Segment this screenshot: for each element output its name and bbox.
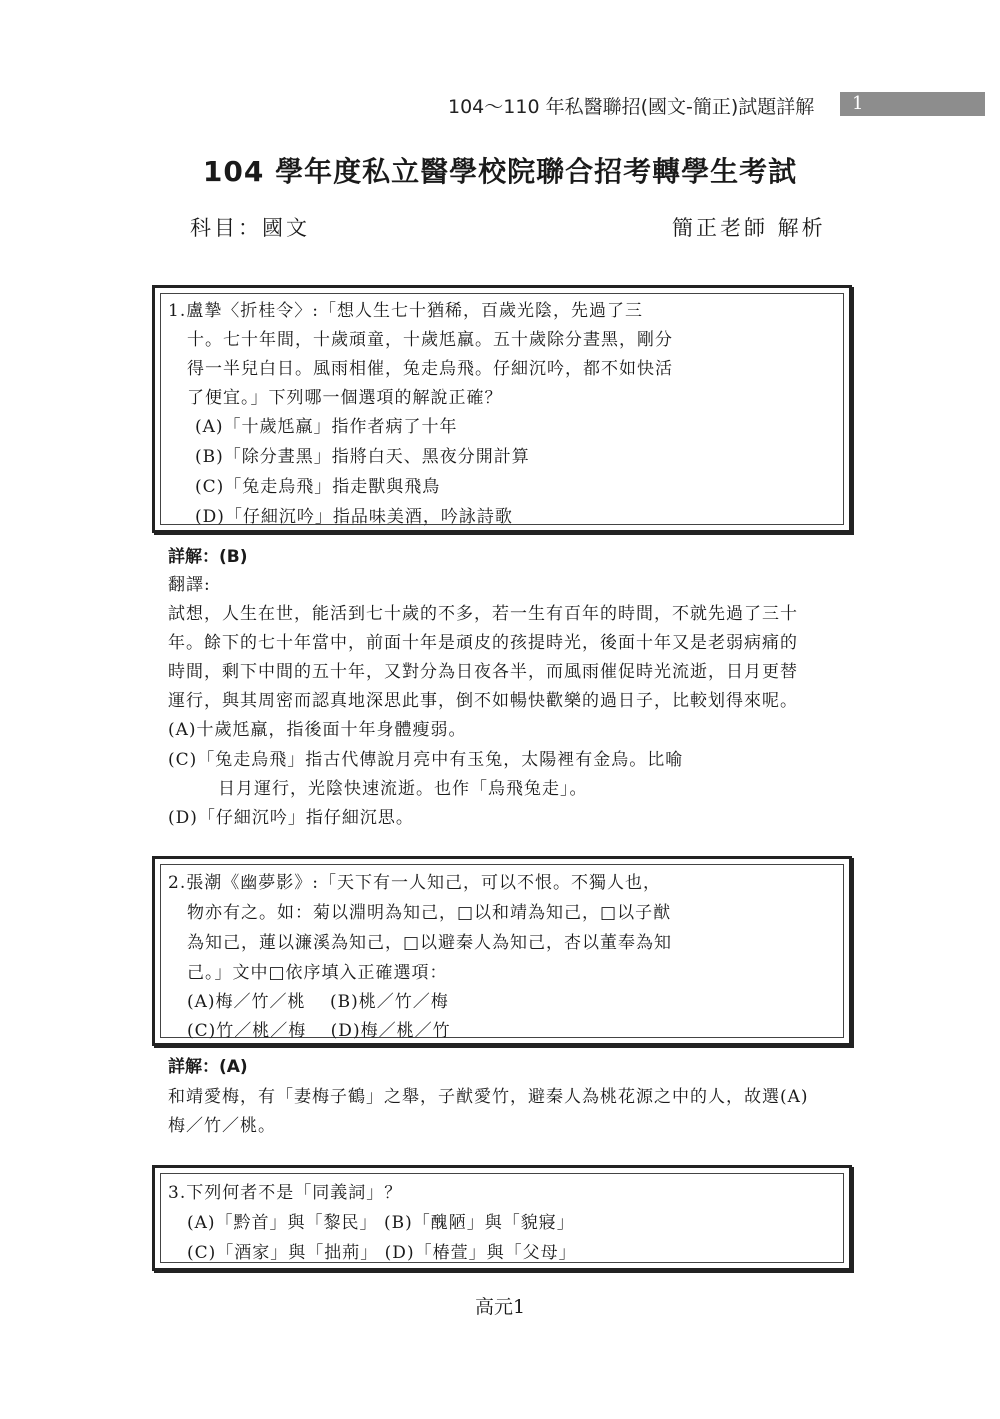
teacher-label: 簡正老師 解析 <box>672 216 826 240</box>
answer-1-line: 運行，與其周密而認真地深思此事，倒不如暢快歡樂的過日子，比較划得來呢。 <box>168 691 798 711</box>
answer-1-line: 日月運行，光陰快速流逝。也作「烏飛兔走」。 <box>218 779 588 799</box>
running-header: 104～110 年私醫聯招(國文-簡正)試題詳解 <box>448 96 815 118</box>
question-1-line: 得一半兒白日。風雨相催，兔走烏飛。仔細沉吟，都不如快活 <box>187 359 673 379</box>
answer-2-line: 和靖愛梅，有「妻梅子鶴」之舉，子猷愛竹，避秦人為桃花源之中的人，故選(A) <box>168 1087 809 1107</box>
question-1-option-c: (C)「兔走烏飛」指走獸與飛鳥 <box>195 477 441 497</box>
question-2-line: 為知己，蓮以濂溪為知己，□以避秦人為知己，杏以董奉為知 <box>187 933 673 953</box>
question-1-option-b: (B)「除分晝黑」指將白天、黑夜分開計算 <box>195 447 530 467</box>
answer-1-line: 年。餘下的七十年當中，前面十年是頑皮的孩提時光，後面十年又是老弱病痛的 <box>168 633 798 653</box>
question-3-options-row: (A)「黔首」與「黎民」 (B)「醜陋」與「貌寢」 <box>187 1213 575 1233</box>
answer-1-title: 詳解：(B) <box>168 547 248 567</box>
question-2-line: 己。」文中□依序填入正確選項： <box>187 963 448 983</box>
question-3-options-row: (C)「酒家」與「拙荊」 (D)「椿萱」與「父母」 <box>187 1243 577 1263</box>
answer-1-line: (D)「仔細沉吟」指仔細沉思。 <box>168 808 414 828</box>
answer-1-line: 翻譯: <box>168 575 211 595</box>
answer-1-line: (C)「兔走烏飛」指古代傳說月亮中有玉兔，太陽裡有金烏。比喻 <box>168 750 684 770</box>
question-1-line: 了便宜。」下列哪一個選項的解說正確？ <box>187 388 503 408</box>
question-2-line: 物亦有之。如：菊以淵明為知己，□以和靖為知己，□以子猷 <box>187 903 672 923</box>
answer-2-line: 梅／竹／桃。 <box>168 1116 276 1136</box>
question-1-line: 1.盧摯〈折桂令〉:「想人生七十猶稀，百歲光陰，先過了三 <box>168 301 643 321</box>
subject-label: 科目：國文 <box>190 216 310 240</box>
question-3-line: 3.下列何者不是「同義詞」？ <box>168 1183 403 1203</box>
page-number-bar <box>840 92 985 116</box>
page-footer: 高元1 <box>474 1296 526 1318</box>
answer-2-title: 詳解：(A) <box>168 1057 248 1077</box>
answer-1-line: 時間，剩下中間的五十年，又對分為日夜各半，而風雨催促時光流逝，日月更替 <box>168 662 798 682</box>
question-2-options-row: (C)竹／桃／梅 (D)梅／桃／竹 <box>187 1021 451 1041</box>
page-number: 1 <box>852 93 864 114</box>
question-2-line: 2.張潮《幽夢影》:「天下有一人知己，可以不恨。不獨人也， <box>168 873 661 893</box>
answer-1-line: 試想，人生在世，能活到七十歲的不多，若一生有百年的時間，不就先過了三十 <box>168 604 798 624</box>
question-1-line: 十。七十年間，十歲頑童，十歲尪羸。五十歲除分晝黑，剛分 <box>187 330 673 350</box>
question-1-option-a: (A)「十歲尪羸」指作者病了十年 <box>195 417 458 437</box>
question-1-option-d: (D)「仔細沉吟」指品味美酒，吟詠詩歌 <box>195 507 513 527</box>
question-2-options-row: (A)梅／竹／桃 (B)桃／竹／梅 <box>187 992 449 1012</box>
page-title: 104 學年度私立醫學校院聯合招考轉學生考試 <box>202 155 798 188</box>
answer-1-line: (A)十歲尪羸，指後面十年身體瘦弱。 <box>168 720 467 740</box>
